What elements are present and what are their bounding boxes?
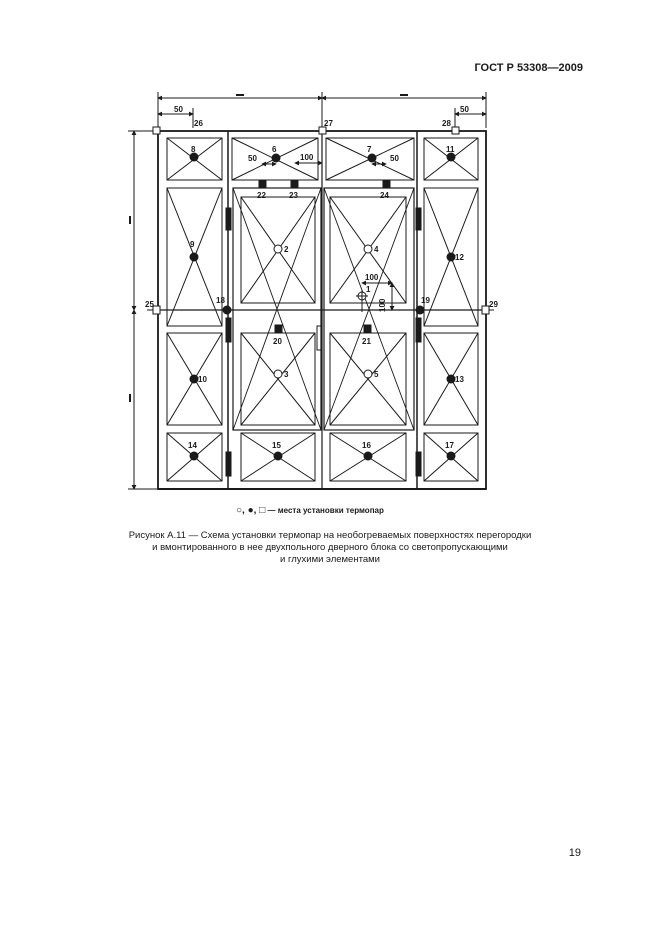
point-label-16: 16 [362,441,371,450]
point-label-6: 6 [272,145,277,154]
point-label-17: 17 [445,441,454,450]
point-label-23: 23 [289,191,298,200]
dim-50-transom-left: 50 [248,154,257,163]
point-label-10: 10 [198,375,207,384]
point-label-13: 13 [455,375,464,384]
point-label-29: 29 [489,300,498,309]
figure-caption [60,530,600,566]
point-label-27: 27 [324,119,333,128]
standard-number: ГОСТ Р 53308—2009 [474,62,583,74]
caption-line-1: Рисунок А.11 — Схема установки термопар на необогреваемых поверхностях перегородки [128,530,532,541]
point-label-22: 22 [257,191,266,200]
point-label-5: 5 [374,370,379,379]
point-label-3: 3 [284,370,289,379]
caption-line-3: и глухими элементами [280,554,380,565]
point-label-21: 21 [362,337,371,346]
point-label-26: 26 [194,119,203,128]
point-label-12: 12 [455,253,464,262]
point-label-24: 24 [380,191,389,200]
point-label-28: 28 [442,119,451,128]
point-label-8: 8 [191,145,196,154]
point-label-19: 19 [421,296,430,305]
dim-50-transom-right: 50 [390,154,399,163]
point-label-1: 1 [366,285,371,294]
legend [236,505,384,516]
dim-50-top-right: 50 [460,105,469,114]
dim-100-door-horizontal: 100 [365,273,379,282]
dim-100-door-vertical: 100 [378,298,387,312]
dim-50-top-left: 50 [174,105,183,114]
page-number: 19 [568,847,581,859]
point-label-18: 18 [216,296,225,305]
point-label-4: 4 [374,245,379,254]
point-label-15: 15 [272,441,281,450]
point-label-14: 14 [188,441,197,450]
point-label-2: 2 [284,245,289,254]
point-label-20: 20 [273,337,282,346]
caption-line-2: и вмонтированного в нее двухпольного дверного блока со светопропускающими [152,542,508,553]
legend-text: — места установки термопар [267,506,384,515]
point-label-7: 7 [367,145,372,154]
point-label-25: 25 [145,300,154,309]
point-label-9: 9 [190,240,195,249]
legend-symbols: ○, ●, □ [236,505,266,516]
dim-100-transom: 100 [300,153,314,162]
point-label-11: 11 [446,145,455,154]
